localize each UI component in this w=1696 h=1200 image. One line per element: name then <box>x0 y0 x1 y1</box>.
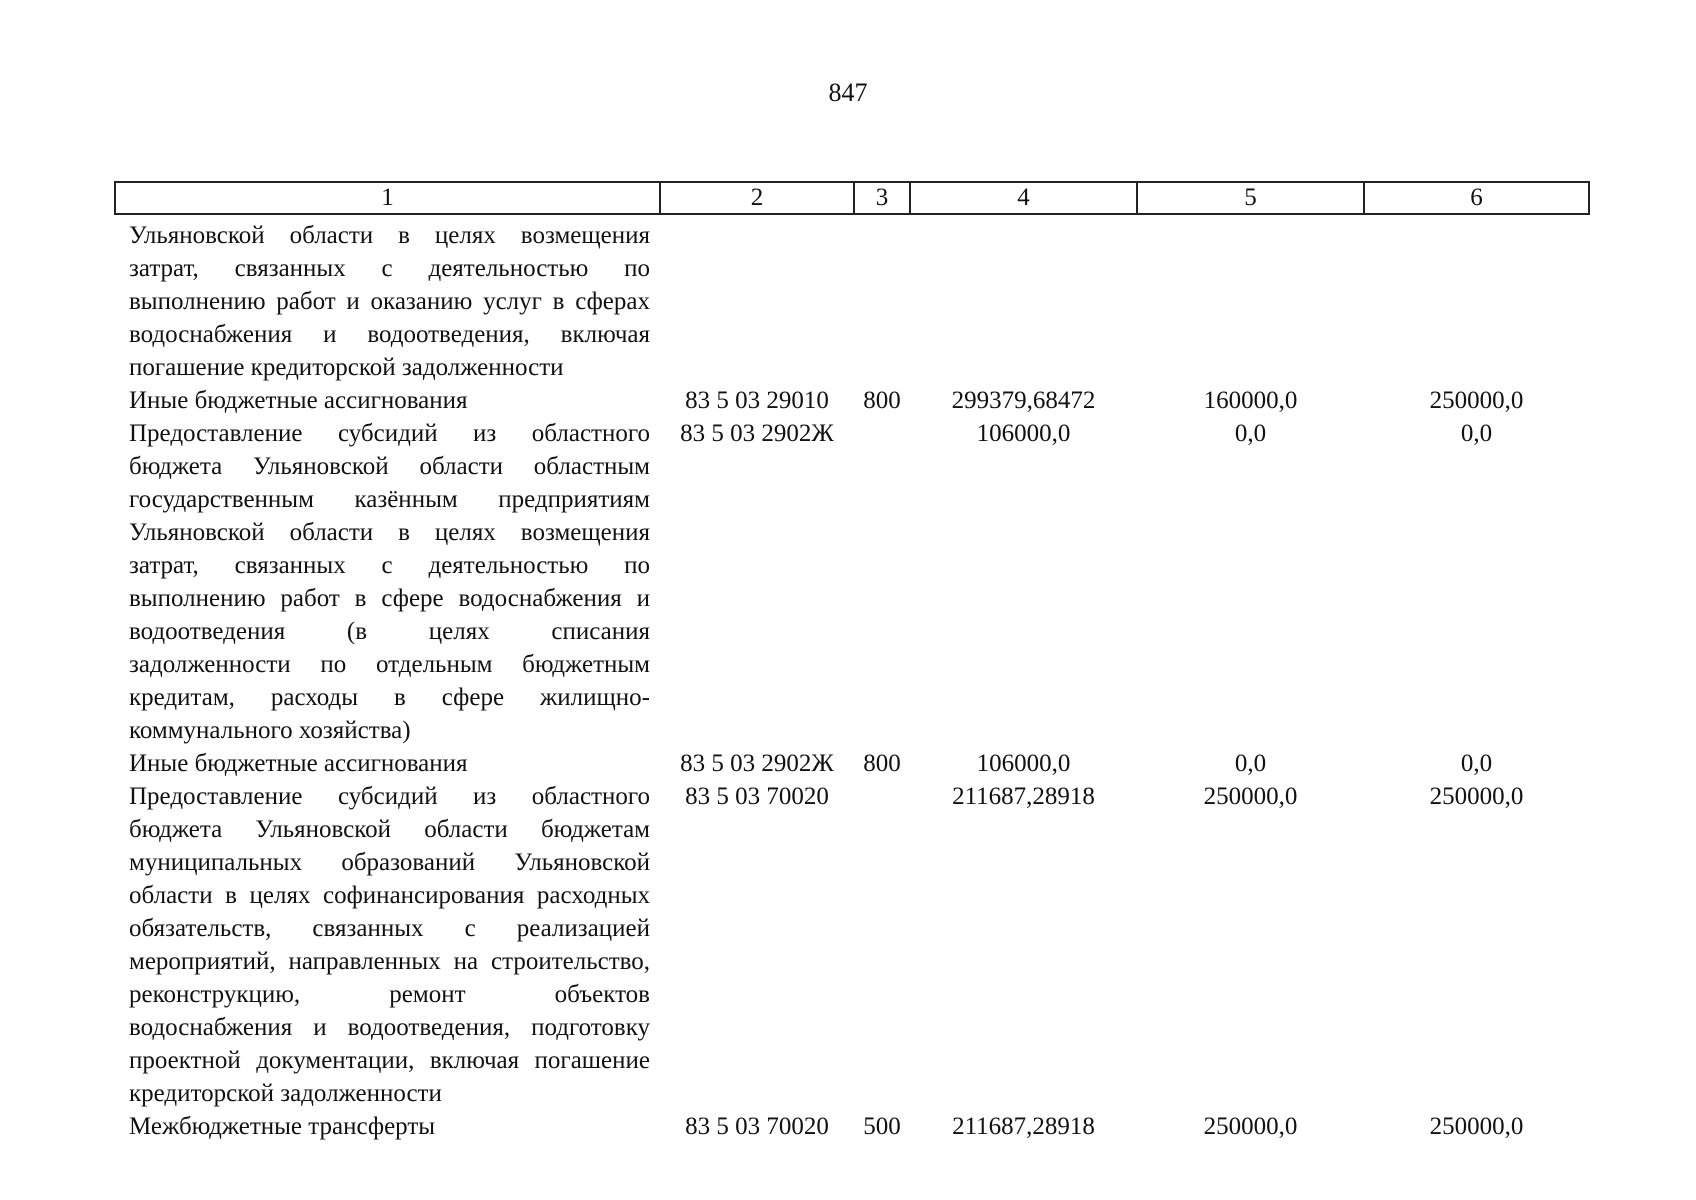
row-name: Предоставление субсидий из областного бюджета Ульяновской области областным государственным казённым предприятиям Ульяновской области в целях возмещения затрат, связанных с деятельностью по выполнению работ в сфере водоснабжения и водоотведения (в целях списания задолженности по отдельным бюджетным кредитам, расходы в сфере жилищно-коммунального хозяйства) <box>129 420 650 744</box>
header-col-6: 6 <box>1364 182 1589 214</box>
row-name: Предоставление субсидий из областного бюджета Ульяновской области бюджетам муниципальных образований Ульяновской области в целях софинансирования расходных обязательств, связанных с реализацией мероприятий, направленных на строительство, реконструкцию, ремонт объектов водоснабжения и водоотведения, подготовку проектной документации, включая погашение кредиторской задолженности <box>129 783 650 1107</box>
row-name: Иные бюджетные ассигнования <box>129 387 468 414</box>
row-sum-3 <box>1364 214 1589 384</box>
header-col-4: 4 <box>910 182 1137 214</box>
row-name: Межбюджетные трансферты <box>129 1113 436 1140</box>
header-col-5: 5 <box>1137 182 1364 214</box>
row-sum-1: 106000,0 <box>976 750 1071 777</box>
row-code: 83 5 03 2902Ж <box>680 750 834 777</box>
row-sum-1: 299379,68472 <box>951 387 1096 414</box>
row-vr <box>854 417 910 747</box>
row-sum-1: 106000,0 <box>976 420 1071 447</box>
row-sum-1: 211687,28918 <box>952 783 1095 810</box>
row-vr: 800 <box>863 387 901 414</box>
row-code: 83 5 03 29010 <box>685 387 829 414</box>
table-body <box>115 214 1589 1143</box>
budget-table-container <box>114 181 1588 1143</box>
row-code <box>660 214 854 384</box>
row-sum-3: 250000,0 <box>1429 783 1524 810</box>
row-sum-2: 160000,0 <box>1203 387 1298 414</box>
row-name: Иные бюджетные ассигнования <box>129 750 468 777</box>
row-sum-3: 250000,0 <box>1429 1113 1524 1140</box>
row-code: 83 5 03 2902Ж <box>680 420 834 447</box>
row-sum-2: 0,0 <box>1234 420 1267 447</box>
header-col-3: 3 <box>854 182 910 214</box>
table-row <box>115 214 1589 384</box>
row-vr: 800 <box>863 750 901 777</box>
row-sum-3: 0,0 <box>1460 420 1493 447</box>
row-sum-2: 0,0 <box>1234 750 1267 777</box>
row-sum-1 <box>910 214 1137 384</box>
row-sum-3: 250000,0 <box>1429 387 1524 414</box>
row-name: Ульяновской области в целях возмещения затрат, связанных с деятельностью по выполнению работ и оказанию услуг в сферах водоснабжения и водоотведения, включая погашение кредиторской задолженности <box>129 222 650 381</box>
row-sum-3: 0,0 <box>1460 750 1493 777</box>
row-sum-2: 250000,0 <box>1203 1113 1298 1140</box>
row-code: 83 5 03 70020 <box>685 783 829 810</box>
row-sum-2 <box>1137 214 1364 384</box>
row-vr: 500 <box>863 1113 901 1140</box>
table-row <box>115 417 1589 747</box>
page-number: 847 <box>828 78 868 107</box>
row-sum-1: 211687,28918 <box>952 1113 1095 1140</box>
row-sum-2: 250000,0 <box>1203 783 1298 810</box>
table-row <box>115 780 1589 1110</box>
budget-table <box>114 181 1590 1143</box>
table-row <box>115 747 1589 780</box>
table-row <box>115 384 1589 417</box>
row-code: 83 5 03 70020 <box>685 1113 829 1140</box>
table-header <box>115 182 1589 214</box>
header-row <box>115 182 1589 214</box>
header-col-2: 2 <box>660 182 854 214</box>
row-vr <box>854 780 910 1110</box>
table-row <box>115 1110 1589 1143</box>
header-col-1: 1 <box>115 182 660 214</box>
row-vr <box>854 214 910 384</box>
